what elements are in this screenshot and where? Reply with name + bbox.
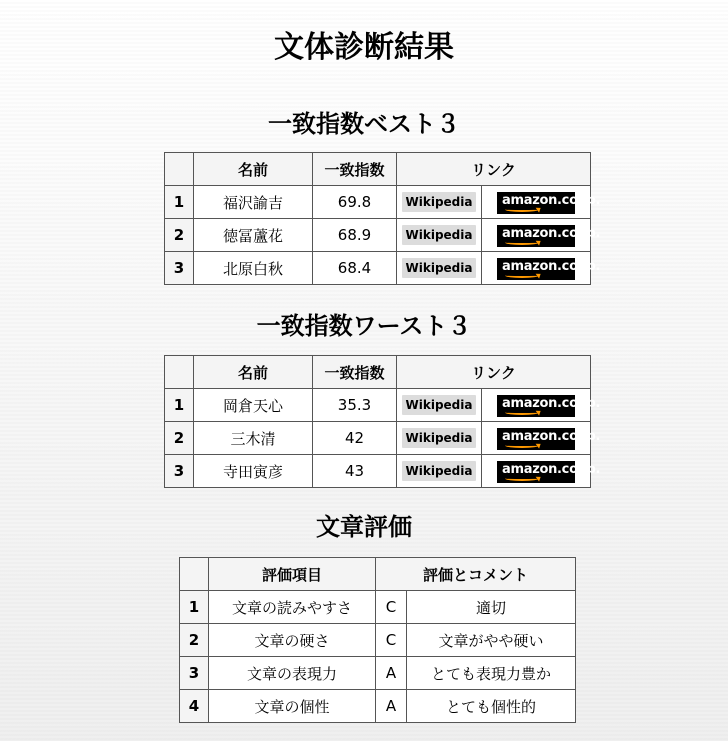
amazon-smile-icon xyxy=(505,410,539,415)
header-score: 一致指数 xyxy=(313,356,397,389)
author-name: 徳冨蘆花 xyxy=(194,219,313,252)
rank-cell: 1 xyxy=(165,186,194,219)
best-table xyxy=(164,152,601,285)
evaluation-table xyxy=(179,557,576,723)
author-name: 北原白秋 xyxy=(194,252,313,285)
table-row xyxy=(180,690,576,723)
amazon-logo-text: amazon.co.jp. xyxy=(502,226,601,241)
table-row xyxy=(165,219,591,252)
header-name: 名前 xyxy=(194,153,313,186)
header-name: 名前 xyxy=(194,356,313,389)
evaluation-heading: 文章評価 xyxy=(316,513,412,541)
wikipedia-link-cell xyxy=(397,219,482,252)
table-row xyxy=(165,252,591,285)
table-header-row xyxy=(165,356,591,389)
corner-cell xyxy=(180,558,209,591)
page-title: 文体診断結果 xyxy=(274,30,454,65)
match-score: 69.8 xyxy=(313,186,397,219)
match-score: 42 xyxy=(313,422,397,455)
amazon-smile-icon xyxy=(505,207,539,212)
rank-cell: 1 xyxy=(165,389,194,422)
amazon-logo-text: amazon.co.jp. xyxy=(502,429,601,444)
table-row xyxy=(180,591,576,624)
evaluation-item: 文章の表現力 xyxy=(209,657,376,690)
header-score: 一致指数 xyxy=(313,153,397,186)
amazon-smile-icon xyxy=(505,240,539,245)
amazon-smile-icon xyxy=(505,443,539,448)
amazon-link-cell xyxy=(482,389,601,422)
wikipedia-link-button[interactable]: Wikipedia xyxy=(402,225,477,245)
match-score: 35.3 xyxy=(313,389,397,422)
evaluation-comment: 文章がやや硬い xyxy=(407,624,576,657)
amazon-smile-icon xyxy=(505,476,539,481)
wikipedia-link-button[interactable]: Wikipedia xyxy=(402,192,477,212)
author-name: 寺田寅彦 xyxy=(194,455,313,488)
wikipedia-link-cell xyxy=(397,422,482,455)
evaluation-item: 文章の個性 xyxy=(209,690,376,723)
author-name: 岡倉天心 xyxy=(194,389,313,422)
rank-cell: 1 xyxy=(180,591,209,624)
amazon-link-cell xyxy=(482,219,601,252)
rank-cell: 4 xyxy=(180,690,209,723)
best-heading: 一致指数ベスト３ xyxy=(268,110,460,138)
evaluation-item: 文章の硬さ xyxy=(209,624,376,657)
amazon-link-cell xyxy=(482,186,601,219)
wikipedia-link-button[interactable]: Wikipedia xyxy=(402,428,477,448)
author-name: 三木清 xyxy=(194,422,313,455)
table-row xyxy=(165,186,591,219)
table-row xyxy=(180,657,576,690)
amazon-logo-text: amazon.co.jp. xyxy=(502,193,601,208)
evaluation-grade: C xyxy=(376,624,407,657)
header-link: リンク xyxy=(397,153,591,186)
wikipedia-link-cell xyxy=(397,186,482,219)
amazon-logo-text: amazon.co.jp. xyxy=(502,396,601,411)
evaluation-grade: A xyxy=(376,657,407,690)
amazon-link-button[interactable] xyxy=(497,428,601,450)
amazon-link-cell xyxy=(482,455,601,488)
amazon-link-button[interactable] xyxy=(497,192,601,214)
rank-cell: 2 xyxy=(165,422,194,455)
evaluation-comment: 適切 xyxy=(407,591,576,624)
wikipedia-link-button[interactable]: Wikipedia xyxy=(402,461,477,481)
header-comment: 評価とコメント xyxy=(376,558,576,591)
amazon-link-cell xyxy=(482,252,601,285)
rank-cell: 3 xyxy=(165,252,194,285)
amazon-link-button[interactable] xyxy=(497,395,601,417)
wikipedia-link-cell xyxy=(397,455,482,488)
rank-cell: 3 xyxy=(165,455,194,488)
amazon-link-button[interactable] xyxy=(497,225,601,247)
header-item: 評価項目 xyxy=(209,558,376,591)
wikipedia-link-cell xyxy=(397,389,482,422)
rank-cell: 2 xyxy=(165,219,194,252)
table-row xyxy=(165,389,591,422)
amazon-link-cell xyxy=(482,422,601,455)
evaluation-comment: とても個性的 xyxy=(407,690,576,723)
table-row xyxy=(180,624,576,657)
wikipedia-link-cell xyxy=(397,252,482,285)
worst-table xyxy=(164,355,601,488)
evaluation-comment: とても表現力豊か xyxy=(407,657,576,690)
table-row xyxy=(165,455,591,488)
evaluation-grade: A xyxy=(376,690,407,723)
table-header-row xyxy=(180,558,576,591)
header-link: リンク xyxy=(397,356,591,389)
corner-cell xyxy=(165,356,194,389)
match-score: 68.9 xyxy=(313,219,397,252)
amazon-logo-text: amazon.co.jp. xyxy=(502,462,601,477)
rank-cell: 3 xyxy=(180,657,209,690)
amazon-smile-icon xyxy=(505,273,539,278)
evaluation-grade: C xyxy=(376,591,407,624)
author-name: 福沢諭吉 xyxy=(194,186,313,219)
amazon-logo-text: amazon.co.jp. xyxy=(502,259,601,274)
worst-heading: 一致指数ワースト３ xyxy=(256,312,472,340)
corner-cell xyxy=(165,153,194,186)
wikipedia-link-button[interactable]: Wikipedia xyxy=(402,258,477,278)
evaluation-item: 文章の読みやすさ xyxy=(209,591,376,624)
match-score: 43 xyxy=(313,455,397,488)
table-header-row xyxy=(165,153,591,186)
amazon-link-button[interactable] xyxy=(497,258,601,280)
rank-cell: 2 xyxy=(180,624,209,657)
match-score: 68.4 xyxy=(313,252,397,285)
wikipedia-link-button[interactable]: Wikipedia xyxy=(402,395,477,415)
table-row xyxy=(165,422,591,455)
amazon-link-button[interactable] xyxy=(497,461,601,483)
